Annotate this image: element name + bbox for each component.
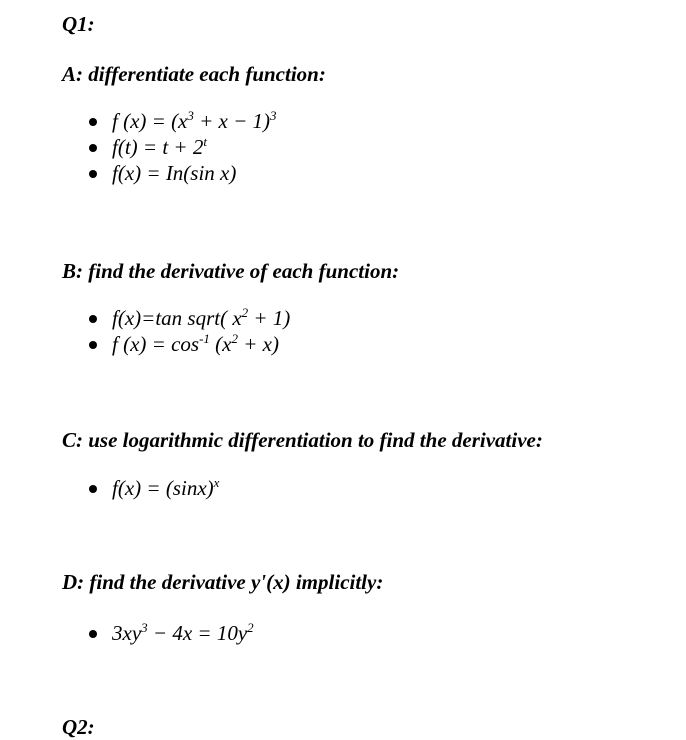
- section-a-list: [89, 108, 277, 186]
- list-item: $3xy^3 - 4x = 10y^2$: [89, 620, 254, 646]
- section-d-heading: D: find the derivative y'(x) implicitly:: [62, 570, 384, 594]
- bullet-icon: [89, 341, 97, 349]
- q2-title: Q2:: [62, 715, 95, 739]
- section-b-heading: B: find the derivative of each function:: [62, 259, 400, 283]
- list-item: f $(x) = (x^3 + x - 1)^3$: [89, 108, 277, 134]
- section-d-list: [89, 620, 254, 646]
- q1-title: Q1:: [62, 12, 95, 36]
- list-item: $f(t) = t + 2^t$: [89, 134, 277, 160]
- bullet-icon: [89, 485, 97, 493]
- list-item: $f(x) = (\sin x)^x$: [89, 475, 219, 501]
- bullet-icon: [89, 144, 97, 152]
- section-a-heading: A: differentiate each function:: [62, 62, 326, 86]
- section-b-list: [89, 305, 290, 357]
- bullet-icon: [89, 315, 97, 323]
- bullet-icon: [89, 118, 97, 126]
- section-c-heading: C: use logarithmic differentiation to find the derivative:: [62, 428, 543, 452]
- bullet-icon: [89, 170, 97, 178]
- list-item: f $(x) = \cos^{-1} (x^2 + x)$: [89, 331, 290, 357]
- bullet-icon: [89, 630, 97, 638]
- list-item: f(x) = In(sin x): [89, 160, 277, 186]
- list-item: f(x)=tan sqrt( $x^2 + 1$): [89, 305, 290, 331]
- section-c-list: [89, 475, 219, 501]
